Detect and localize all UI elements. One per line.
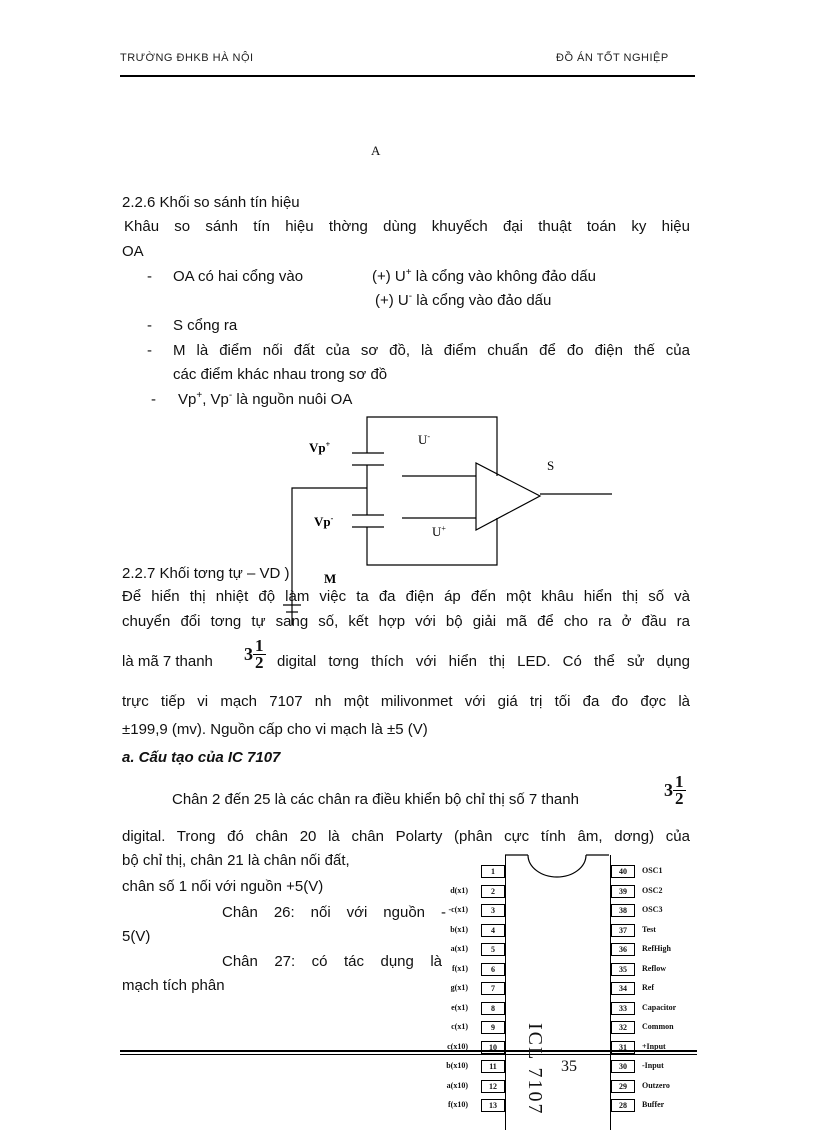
bullet-supply-vp: Vp: [178, 391, 197, 408]
label-m: M: [324, 571, 337, 586]
bullet-output: S cổng ra: [173, 317, 238, 334]
section-a-p3a: Chân 27: có tác dụng là: [222, 953, 442, 970]
fraction-whole: 3: [244, 644, 253, 664]
bullet-dash: -: [147, 268, 152, 285]
label-u-minus: U-: [418, 432, 431, 447]
section-227-title: 2.2.7 Khối tơng tự – VD ): [122, 565, 290, 582]
ic-left-pin-number: 6: [481, 963, 505, 976]
bullet-supply-tail: là nguồn nuôi OA: [232, 391, 353, 408]
ic-left-pin-label: d(x1): [450, 885, 468, 895]
bullet-dash: -: [151, 391, 156, 408]
section-227-line5: ±199,9 (mv). Nguồn cấp cho vi mạch là ±5 (V): [122, 721, 428, 738]
ic-right-pin-number: 40: [611, 865, 635, 878]
label-s: S: [547, 458, 555, 473]
ic-left-pin-number: 1: [481, 865, 505, 878]
ic-right-pin-label: Buffer: [642, 1100, 665, 1109]
ic-right-pin-label: Test: [642, 924, 656, 934]
ic-right-pin-number: 33: [611, 1002, 635, 1015]
bullet-ground-cont: các điểm khác nhau trong sơ đồ: [173, 366, 388, 383]
ic-left-pin-label: f(x1): [452, 963, 468, 973]
fraction-numerator: 1: [675, 772, 684, 791]
minus-input-prefix: (+) U: [375, 292, 409, 309]
section-227-line3a: là mã 7 thanh: [122, 653, 213, 670]
section-227-line1: Để hiển thị nhiệt độ làm việc ta đa điện áp đến một khâu hiển thị số và: [122, 588, 690, 605]
ic-right-pin-number: 32: [611, 1021, 635, 1034]
minus-input-sup: -: [408, 291, 413, 302]
ic-name: ICL 7107: [524, 1023, 546, 1116]
ic-right-pin-number: 38: [611, 904, 635, 917]
ic-left-pin-number: 7: [481, 982, 505, 995]
ic-right-pin-label: Capacitor: [642, 1002, 677, 1012]
ic-notch-arc: [528, 855, 586, 877]
ic-left-pin-label: b(x1): [450, 924, 468, 934]
ic-right-pin-label: Reflow: [642, 963, 666, 973]
header-left: TRƯỜNG ĐHKB HÀ NỘI: [120, 52, 254, 64]
section-a-p2a: Chân 26: nối với nguồn -: [222, 904, 446, 921]
bullet-supply-sup1: +: [196, 390, 203, 401]
ic-right-pin-label: Common: [642, 1022, 674, 1031]
ic-right-pin-number: 35: [611, 963, 635, 976]
fraction-whole: 3: [664, 780, 673, 800]
plus-input-sup: +: [405, 267, 412, 278]
section-226-title: 2.2.6 Khối so sánh tín hiệu: [122, 194, 300, 211]
ic-right-pin-number: 31: [611, 1041, 635, 1054]
ic-left-pin-label: b(x10): [446, 1061, 468, 1070]
bullet-dash: -: [147, 317, 152, 334]
ic-right-pin-label: RefHigh: [642, 944, 671, 953]
page-number: 35: [561, 1058, 577, 1075]
stray-letter: A: [371, 143, 381, 158]
ic-left-pin-label: a(x1): [450, 944, 468, 953]
section-227-line4: trực tiếp vi mạch 7107 nh một milivonmet với giá trị tối đa đo đợc là: [122, 693, 690, 710]
fraction-numerator: 1: [255, 636, 264, 655]
ic-left-pin-number: 2: [481, 885, 505, 898]
ic-right-pin-label: OSC3: [642, 905, 663, 914]
fraction-denominator: 2: [255, 653, 264, 672]
section-a-title: a. Cấu tạo của IC 7107: [122, 749, 281, 766]
ic-right-pin-label: +Input: [642, 1041, 666, 1051]
section-a-p1d: chân số 1 nối với nguồn +5(V): [122, 878, 324, 895]
section-227-line2: chuyển đổi tơng tự sang số, kết hợp với bộ giải mã để cho ra ở đầu ra: [122, 613, 690, 630]
ic-left-pin-number: 3: [481, 904, 505, 917]
bullet-supply-mid: , Vp: [202, 391, 229, 408]
ic-right-pin-number: 28: [611, 1099, 635, 1112]
label-u-plus: U+: [432, 524, 446, 539]
label-vp-minus: Vp-: [314, 514, 334, 529]
bullet-supply-sup2: -: [228, 390, 233, 401]
ic-right-pin-label: Ref: [642, 983, 654, 992]
bullet-dash: -: [147, 342, 152, 359]
header-right: ĐỒ ÁN TỐT NGHIỆP: [556, 52, 669, 64]
ic-left-pin-number: 5: [481, 943, 505, 956]
ic-left-pin-label: e(x1): [451, 1002, 468, 1012]
ic-right-pin-number: 29: [611, 1080, 635, 1093]
ic-right-pin-number: 30: [611, 1060, 635, 1073]
section-226-intro-line2: OA: [122, 243, 144, 260]
ic-right-pin-number: 37: [611, 924, 635, 937]
section-a-p3b: mạch tích phân: [122, 977, 225, 994]
ic-left-pin-label: f(x10): [448, 1100, 468, 1109]
bullet-ground: M là điểm nối đất của sơ đồ, là điểm chuẩn để đo điện thế của: [173, 342, 690, 359]
ic-left-pin-label: a(x10): [446, 1080, 468, 1090]
label-vp-plus: Vp+: [309, 440, 331, 455]
fraction-denominator: 2: [675, 789, 684, 808]
section-a-p1a: Chân 2 đến 25 là các chân ra điều khiển bộ chỉ thị số 7 thanh: [172, 791, 579, 808]
section-a-p2b: 5(V): [122, 928, 151, 945]
ic-right-pin-number: 36: [611, 943, 635, 956]
ic-right-pin-number: 39: [611, 885, 635, 898]
ic-right-pin-label: -Input: [642, 1061, 664, 1070]
ic-left-pin-number: 11: [481, 1060, 505, 1073]
ic-left-pin-number: 9: [481, 1021, 505, 1034]
section-226-intro-line1: Khâu so sánh tín hiệu thờng dùng khuyếch đại thuật toán ky hiệu: [124, 218, 690, 235]
ic-left-pin-number: 4: [481, 924, 505, 937]
section-a-p1c: bộ chỉ thị, chân 21 là chân nối đất,: [122, 852, 350, 869]
ic-right-pin-number: 34: [611, 982, 635, 995]
ic-left-pin-number: 12: [481, 1080, 505, 1093]
ic-left-pin-number: 8: [481, 1002, 505, 1015]
ic-left-pin-label: c(x10): [447, 1041, 468, 1051]
plus-input-prefix: (+) U: [372, 268, 406, 285]
plus-input-suffix: là cổng vào không đảo dấu: [411, 268, 596, 285]
bullet-oa-inputs: OA có hai cổng vào: [173, 268, 304, 285]
ic-left-pin-label: c(x1): [451, 1022, 468, 1031]
ic-left-pin-label: g(x1): [450, 983, 468, 992]
ic-left-pin-number: 13: [481, 1099, 505, 1112]
ic-left-pin-label: -c(x1): [448, 905, 468, 914]
ic-right-pin-label: Outzero: [642, 1080, 670, 1090]
ic-right-pin-label: OSC2: [642, 885, 663, 895]
minus-input-suffix: là cổng vào đảo dấu: [412, 292, 552, 309]
section-227-line3b: digital tơng thích với hiển thị LED. Có thể sử dụng: [277, 653, 690, 670]
section-a-p1b: digital. Trong đó chân 20 là chân Polarty (phân cực tính âm, dơng) của: [122, 828, 690, 845]
ic-right-pin-label: OSC1: [642, 866, 663, 875]
ic-left-pin-number: 10: [481, 1041, 505, 1054]
